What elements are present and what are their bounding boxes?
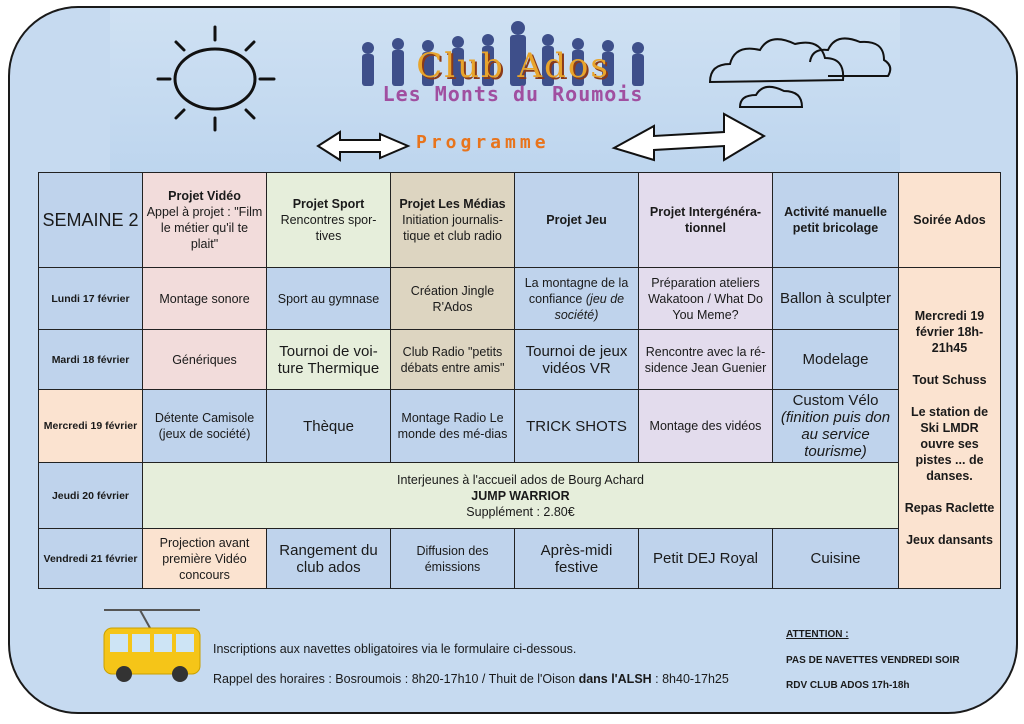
cell: Rencontre avec la ré-sidence Jean Guenier	[639, 330, 773, 390]
clouds-icon	[700, 22, 900, 112]
footer-line-2: Rappel des horaires : Bosroumois : 8h20-17h10 / Thuit de l'Oison dans l'ALSH : 8h40-17h25	[213, 672, 729, 686]
row-mardi	[39, 330, 1001, 390]
col-header-bricolage: Activité manuelle petit bricolage	[773, 173, 899, 268]
day-label: Lundi 17 février	[39, 268, 143, 330]
cell: Petit DEJ Royal	[639, 529, 773, 589]
week-label: SEMAINE 2	[39, 173, 143, 268]
cell: Cuisine	[773, 529, 899, 589]
cell: Montage sonore	[143, 268, 267, 330]
header-row	[39, 173, 1001, 268]
row-lundi	[39, 268, 1001, 330]
cell: Détente Camisole (jeux de société)	[143, 390, 267, 463]
right-arrow-icon	[610, 108, 770, 168]
cell: Modelage	[773, 330, 899, 390]
cell: Diffusion des émissions	[391, 529, 515, 589]
day-label: Mercredi 19 février	[39, 390, 143, 463]
program-label: Programme	[416, 132, 550, 153]
cell: Rangement du club ados	[267, 529, 391, 589]
sun-icon	[150, 22, 280, 132]
col-header-jeu: Projet Jeu	[515, 173, 639, 268]
col-header-intergen: Projet Intergénéra-tionnel	[639, 173, 773, 268]
schedule-table	[38, 172, 1001, 589]
logo-title: Club Ados	[416, 46, 610, 86]
cell: Club Radio "petits débats entre amis"	[391, 330, 515, 390]
cell: Génériques	[143, 330, 267, 390]
footer-line-1: Inscriptions aux navettes obligatoires via le formulaire ci-dessous.	[213, 642, 577, 656]
logo-subtitle: Les Monts du Roumois	[382, 82, 644, 106]
cell: Montage Radio Le monde des mé-dias	[391, 390, 515, 463]
cell: La montagne de la confiance (jeu de société)	[515, 268, 639, 330]
cell: Création Jingle R'Ados	[391, 268, 515, 330]
cell: Tournoi de voi-ture Thermique	[267, 330, 391, 390]
soiree-cell: Mercredi 19 février 18h-21h45 Tout Schuss Le station de Ski LMDR ouvre ses pistes ... de danses. Repas Raclette Jeux dansants	[899, 268, 1001, 589]
cell: Sport au gymnase	[267, 268, 391, 330]
cell: Projection avant première Vidéo concours	[143, 529, 267, 589]
row-mercredi	[39, 390, 1001, 463]
cell: Thèque	[267, 390, 391, 463]
cell: TRICK SHOTS	[515, 390, 639, 463]
cell: Tournoi de jeux vidéos VR	[515, 330, 639, 390]
left-arrow-icon	[314, 126, 414, 166]
row-jeudi	[39, 463, 1001, 529]
col-header-video: Projet Vidéo Appel à projet : "Film le métier qu'il te plait"	[143, 173, 267, 268]
cell: Montage des vidéos	[639, 390, 773, 463]
col-header-soiree: Soirée Ados	[899, 173, 1001, 268]
attention-title: ATTENTION :	[786, 629, 849, 640]
attention-line-2: RDV CLUB ADOS 17h-18h	[786, 680, 910, 691]
day-label: Jeudi 20 février	[39, 463, 143, 529]
row-vendredi	[39, 529, 1001, 589]
attention-line-1: PAS DE NAVETTES VENDREDI SOIR	[786, 655, 960, 666]
cell: Ballon à sculpter	[773, 268, 899, 330]
club-logo	[348, 46, 678, 106]
col-header-medias: Projet Les Médias Initiation journalis-tique et club radio	[391, 173, 515, 268]
col-header-sport: Projet Sport Rencontres spor-tives	[267, 173, 391, 268]
cell: Custom Vélo (finition puis don au service tourisme)	[773, 390, 899, 463]
day-label: Mardi 18 février	[39, 330, 143, 390]
jeudi-event-cell: Interjeunes à l'accueil ados de Bourg Achard JUMP WARRIOR Supplément : 2.80€	[143, 463, 899, 529]
day-label: Vendredi 21 février	[39, 529, 143, 589]
cell: Après-midi festive	[515, 529, 639, 589]
bus-icon	[100, 606, 204, 686]
cell: Préparation ateliers Wakatoon / What Do You Meme?	[639, 268, 773, 330]
